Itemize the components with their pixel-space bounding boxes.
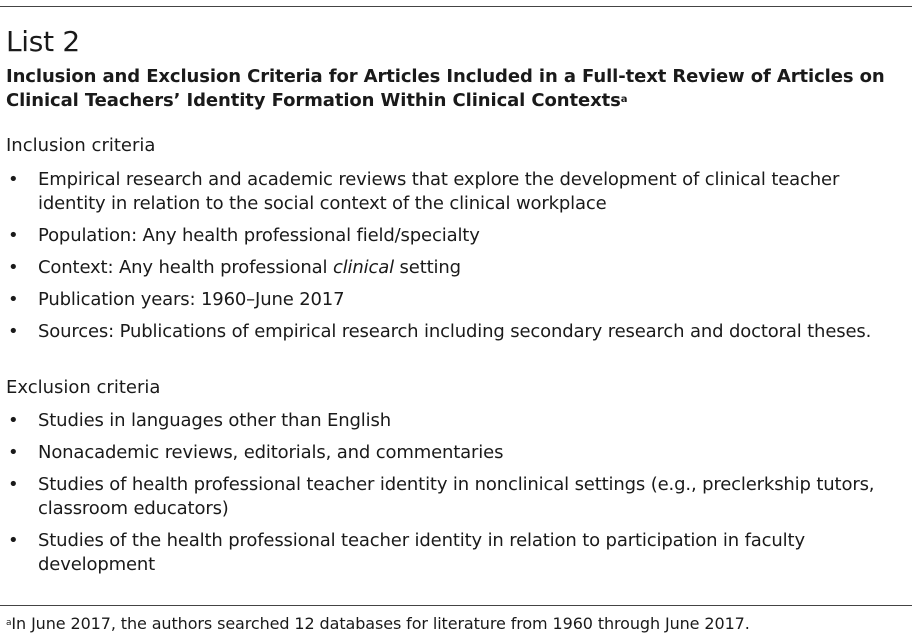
list-title-text: Inclusion and Exclusion Criteria for Articles Included in a Full-text Review of Articles on Clinical Teachers’ Identity Formation Within Clinical Contexts [6,66,885,111]
bullet-icon: • [8,321,19,342]
list-item [0,409,905,433]
inclusion-item-text: Population: Any health professional field/specialty [38,225,480,246]
title-footnote-marker: a [620,94,628,105]
exclusion-item-text: Studies in languages other than English [38,410,391,431]
top-rule [0,6,912,7]
inclusion-item-text: Publication years: 1960–June 2017 [38,289,345,310]
exclusion-heading: Exclusion criteria [6,377,161,398]
exclusion-list [0,409,905,585]
exclusion-item-text: Nonacademic reviews, editorials, and commentaries [38,442,504,463]
bullet-icon: • [8,442,19,463]
list-item [0,529,905,577]
bullet-icon: • [8,257,19,278]
list-item [0,224,905,248]
list-title [6,65,911,113]
inclusion-item-text: Sources: Publications of empirical research including secondary research and doctoral theses. [38,321,872,342]
bullet-icon: • [8,225,19,246]
footnote-marker: a [6,618,12,628]
list-label: List 2 [6,25,80,58]
list-item [0,320,905,344]
inclusion-list [0,168,905,352]
exclusion-item-text: Studies of the health professional teacher identity in relation to participation in faculty development [38,530,805,575]
bullet-icon: • [8,530,19,551]
bullet-icon: • [8,169,19,190]
list-item [0,256,905,280]
bullet-icon: • [8,289,19,310]
footnote-text: In June 2017, the authors searched 12 databases for literature from 1960 through June 2017. [11,614,750,633]
list-item [0,168,905,216]
exclusion-item-text: Studies of health professional teacher identity in nonclinical settings (e.g., preclerkship tutors, classroom educators) [38,474,875,519]
list-item [0,473,905,521]
inclusion-item-text-after: setting [393,257,461,278]
inclusion-heading: Inclusion criteria [6,135,156,156]
footnote [6,613,750,635]
bullet-icon: • [8,474,19,495]
bullet-icon: • [8,410,19,431]
inclusion-item-text-before: Context: Any health professional [38,257,333,278]
inclusion-item-emphasis: clinical [332,257,394,278]
inclusion-item-text: Empirical research and academic reviews that explore the development of clinical teacher identity in relation to the social context of the clinical workplace [38,169,840,214]
footnote-rule [0,605,912,606]
list-item [0,288,905,312]
list-item [0,441,905,465]
